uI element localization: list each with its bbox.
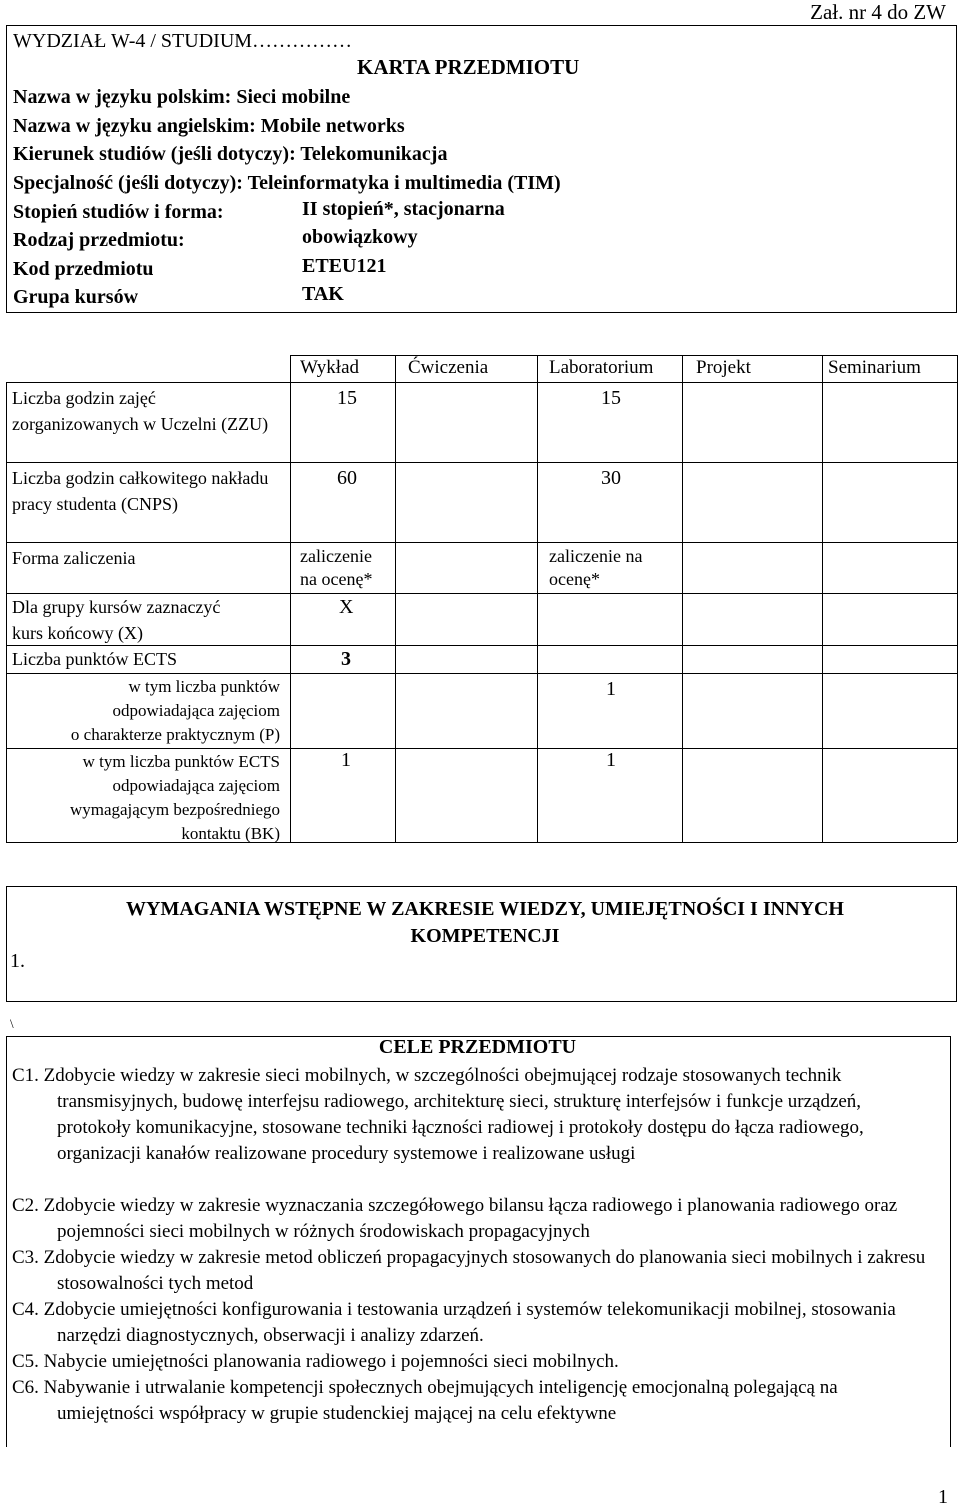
practical-label xyxy=(8,675,280,747)
form-lecture-value xyxy=(300,545,372,591)
zzu-lab-value: 15 xyxy=(601,387,621,409)
cnps-lab-value: 30 xyxy=(601,467,621,489)
group-label: Grupa kursów xyxy=(13,286,139,308)
row-line-7 xyxy=(6,748,957,749)
goal-item: C1. Zdobycie wiedzy w zakresie sieci mobilnych, w szczególności obejmującej rodzaje stosowanych technik transmisyjnych, budowę interfejsu radiowego, architekturę sieci, strukturę interfejsów i funkcje urządzeń, protokoły komunikacyjne, stosowane techniki łączności radiowej i protokoły dostępu do łącza radiowego, organizacji kanałów realizowane procedury systemowe i realizowane usługi xyxy=(12,1065,864,1164)
faculty-line: WYDZIAŁ W-4 / STUDIUM…………… xyxy=(13,30,353,52)
form-label: Forma zaliczenia xyxy=(12,548,136,568)
final-course-label xyxy=(12,594,220,646)
col-header-laboratory: Laboratorium xyxy=(549,357,654,378)
col-header-lecture: Wykład xyxy=(300,357,360,378)
goal-item: C3. Zdobycie wiedzy w zakresie metod obliczeń propagacyjnych stosowanych do planowania sieci mobilnych i zakresu stosowalności tych metod xyxy=(12,1247,926,1294)
zzu-label: Liczba godzin zajęć zorganizowanych w Uczelni (ZZU) xyxy=(12,388,269,434)
bk-label-line-1: w tym liczba punktów ECTS xyxy=(82,752,280,771)
requirements-title: WYMAGANIA WSTĘPNE W ZAKRESIE WIEDZY, UMIEJĘTNOŚCI I INNYCH KOMPETENCJI xyxy=(126,898,844,947)
type-label: Rodzaj przedmiotu: xyxy=(13,229,185,251)
form-lab-line-1: zaliczenie na xyxy=(549,546,643,566)
table-border-right xyxy=(957,355,958,842)
bk-label xyxy=(8,750,280,846)
goal-item: C5. Nabycie umiejętności planowania radiowego i pojemności sieci mobilnych. xyxy=(12,1351,619,1372)
col-header-exercises: Ćwiczenia xyxy=(408,357,489,378)
col-header-seminar: Seminarium xyxy=(828,357,921,378)
table-divider-3 xyxy=(537,355,538,842)
col-header-project: Projekt xyxy=(696,357,751,378)
row-line-6 xyxy=(6,673,957,674)
practical-label-line-3: o charakterze praktycznym (P) xyxy=(70,725,280,744)
name-english: Nazwa w języku angielskim: Mobile networks xyxy=(13,115,405,137)
row-line-2 xyxy=(6,462,957,463)
form-lab-value xyxy=(549,545,642,591)
bk-label-line-3: wymagającym bezpośredniego xyxy=(69,800,280,819)
table-divider-5 xyxy=(822,355,823,842)
specialty: Specjalność (jeśli dotyczy): Teleinformatyka i multimedia (TIM) xyxy=(13,172,561,194)
table-divider-1 xyxy=(290,355,291,842)
row-line-3 xyxy=(6,542,957,543)
cnps-label: Liczba godzin całkowitego nakładu pracy studenta (CNPS) xyxy=(12,468,269,514)
group-value: TAK xyxy=(302,283,344,305)
bk-lecture-value: 1 xyxy=(341,749,351,771)
level-value: II stopień*, stacjonarna xyxy=(302,198,505,220)
final-course-mark: X xyxy=(339,596,354,618)
form-lecture-line-2: na ocenę* xyxy=(300,569,373,589)
table-border-left xyxy=(6,382,7,842)
level-label: Stopień studiów i forma: xyxy=(13,201,224,223)
goal-item: C4. Zdobycie umiejętności konfigurowania i testowania urządzeń i systemów telekomunikacji mobilnej, stosowania narzędzi diagnostycznych, obserwacji i analizy zdarzeń. xyxy=(12,1299,896,1346)
ects-value: 3 xyxy=(341,648,351,670)
goals-title: CELE PRZEDMIOTU xyxy=(378,1036,577,1058)
practical-lab-value: 1 xyxy=(606,678,616,700)
bk-label-line-2: odpowiadająca zajęciom xyxy=(112,776,280,795)
table-top xyxy=(290,355,957,356)
attachment-note: Zał. nr 4 do ZW xyxy=(810,0,946,24)
zzu-lecture-value: 15 xyxy=(337,387,357,409)
goal-item: C2. Zdobycie wiedzy w zakresie wyznaczania szczegółowego bilansu łącza radiowego i planowania radiowego oraz pojemności sieci mobilnych w różnych środowiskach propagacyjnych xyxy=(12,1195,898,1242)
requirements-number: 1. xyxy=(10,950,25,972)
code-label: Kod przedmiotu xyxy=(13,258,154,280)
table-divider-4 xyxy=(682,355,683,842)
bk-label-line-4: kontaktu (BK) xyxy=(181,824,280,843)
card-title: KARTA PRZEDMIOTU xyxy=(357,55,580,79)
practical-label-line-2: odpowiadająca zajęciom xyxy=(112,701,280,720)
ects-label: Liczba punktów ECTS xyxy=(12,649,177,669)
form-lecture-line-1: zaliczenie xyxy=(300,546,372,566)
table-divider-2 xyxy=(395,355,396,842)
page-number: 1 xyxy=(938,1486,948,1508)
stray-mark: \ xyxy=(10,1016,14,1031)
final-course-label-line-1: Dla grupy kursów zaznaczyć xyxy=(12,597,221,617)
name-polish: Nazwa w języku polskim: Sieci mobilne xyxy=(13,86,351,108)
final-course-label-line-2: kurs końcowy (X) xyxy=(12,623,143,643)
form-lab-line-2: ocenę* xyxy=(549,569,600,589)
row-line-1 xyxy=(6,382,957,383)
code-value: ETEU121 xyxy=(302,255,387,277)
practical-label-line-1: w tym liczba punktów xyxy=(128,677,280,696)
cnps-lecture-value: 60 xyxy=(337,467,357,489)
goal-item: C6. Nabywanie i utrwalanie kompetencji społecznych obejmujących inteligencję emocjonalną polegającą na umiejętności współpracy w grupie studenckiej mającej na celu efektywne xyxy=(12,1377,838,1424)
type-value: obowiązkowy xyxy=(302,226,418,248)
field-of-study: Kierunek studiów (jeśli dotyczy): Telekomunikacja xyxy=(13,143,448,165)
bk-lab-value: 1 xyxy=(606,749,616,771)
